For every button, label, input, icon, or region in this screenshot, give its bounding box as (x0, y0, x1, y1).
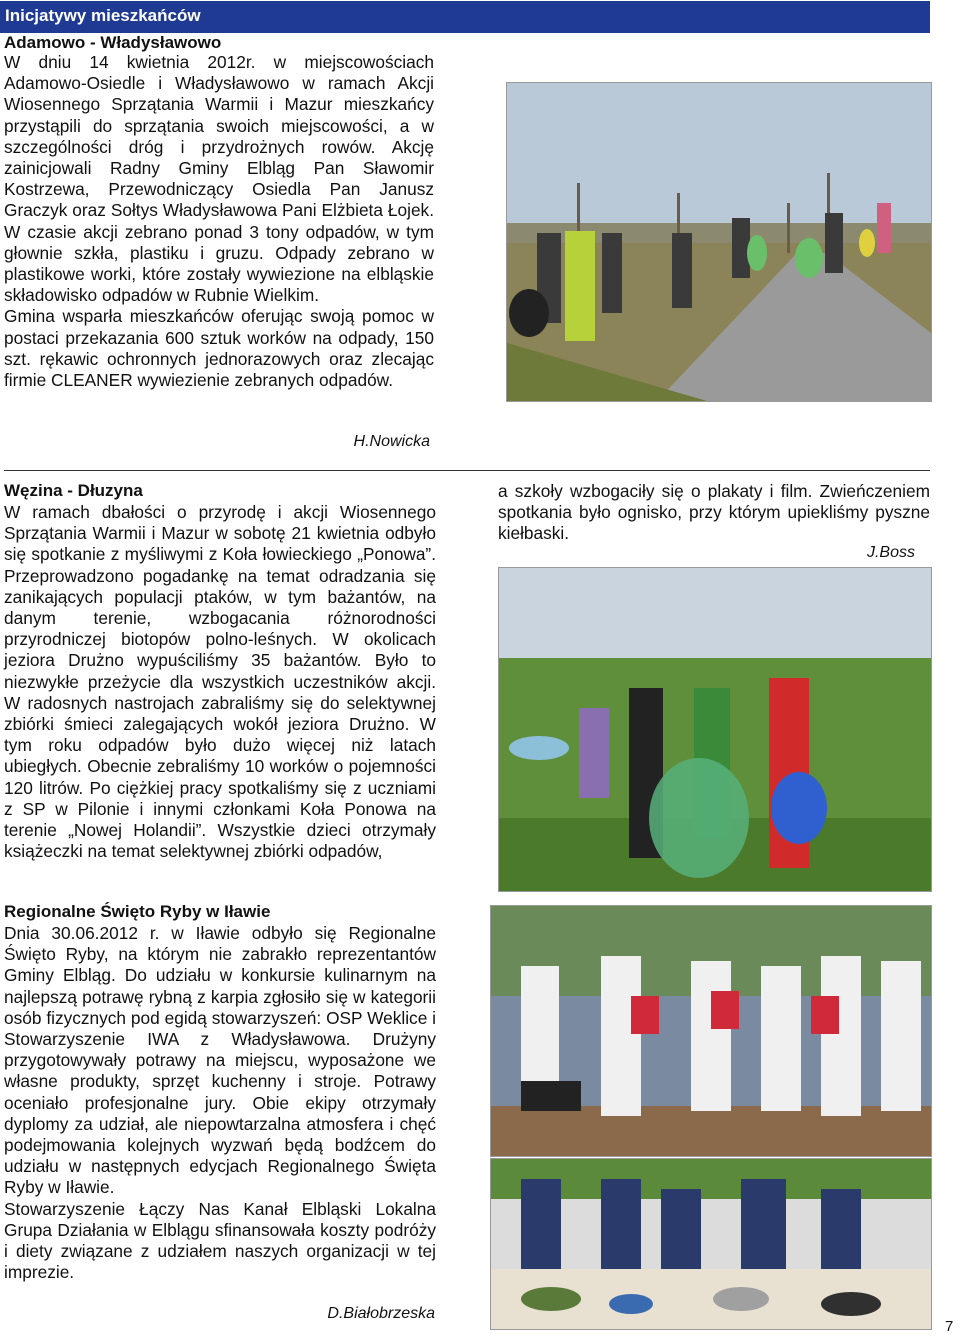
article2-body-continued (498, 481, 930, 545)
article3-author: D.Białobrzeska (327, 1305, 435, 1322)
article2-body (4, 502, 436, 862)
photo-group-with-bags (498, 567, 932, 892)
section-title: Inicjatywy mieszkańców (5, 6, 201, 25)
article2-title: Węzina - Dłuzyna (4, 481, 143, 500)
section-banner (0, 1, 930, 33)
photo-cooking-team (490, 1158, 932, 1330)
article1-paragraph-1: W dniu 14 kwietnia 2012r. w miejscowościach Adamowo-Osiedle i Władysławowo w ramach Akcji Wiosennego Sprzątania Warmii i Mazur mieszkańcy przystąpili do sprzątania swoich miejscowości, a w szczególności dróg i przydrożnych rowów. Akcję zainicjowali Radny Gminy Elbląg Pan Sławomir Kostrzewa, Przewodniczący Osiedla Pan Janusz Graczyk oraz Sołtys Władysławowa Pani Elżbieta Łojek. W czasie akcji zebrano ponad 3 tony odpadów, w tym głownie szkła, plastiku i gruzu. Odpady zebrano w plastikowe worki, które zostały wywiezione na elbląskie składowisko odpadów w Rubnie Wielkim. (4, 52, 434, 306)
article3-body (4, 923, 436, 1283)
page-number: 7 (945, 1318, 954, 1335)
article1-body (4, 52, 434, 391)
photo-award-group (490, 905, 932, 1157)
article3-paragraph-2: Stowarzyszenie Łączy Nas Kanał Elbląski Lokalna Grupa Działania w Elblągu sfinansowała koszty podróży i diety związane z udziałem naszych organizacji w tej imprezie. (4, 1198, 436, 1283)
article1-paragraph-2: Gmina wsparła mieszkańców oferując swoją pomoc w postaci przekazania 600 sztuk worków na odpady, 150 szt. rękawic ochronnych jednorazowych oraz zlecając firmie CLEANER wywiezienie zebranych odpadów. (4, 306, 434, 391)
article3-title: Regionalne Święto Ryby w Iławie (4, 902, 271, 921)
photo-road-cleanup (506, 82, 932, 402)
divider (4, 470, 930, 471)
article2-author: J.Boss (866, 544, 915, 561)
article1-author: H.Nowicka (353, 433, 430, 450)
article1-title: Adamowo - Władysławowo (4, 33, 222, 52)
article2-paragraph-1: W ramach dbałości o przyrodę i akcji Wiosennego Sprzątania Warmii i Mazur w sobotę 21 kwietnia odbyło się spotkanie z myśliwymi z Koła łowieckiego „Ponowa”. Przeprowadzono pogadankę na temat odradzania się zanikających populacji ptaków, w tym bażantów, na danym terenie, wzbogacania różnorodności przyrodniczej biotopów polno-leśnych. W okolicach jeziora Drużno wypuściliśmy 35 bażantów. Było to niezwykłe przeżycie dla wszystkich uczestników akcji. W radosnych nastrojach zabraliśmy się do selektywnej zbiórki śmieci zalegających wokół jeziora Drużno. W tym roku odpadów było dużo więcej niż latach ubiegłych. Obecnie zebraliśmy 10 worków o pojemności 120 litrów. Po ciężkiej pracy spotkaliśmy się z uczniami z SP w Pilonie i innymi członkami Koła Ponowa na terenie „Nowej Holandii”. Wszystkie dzieci otrzymały książeczki na temat selektywnej zbiórki odpadów, (4, 502, 436, 862)
article2-paragraph-1-continued: a szkoły wzbogaciły się o plakaty i film. Zwieńczeniem spotkania było ognisko, przy którym upiekliśmy pyszne kiełbaski. (498, 481, 930, 544)
article3-paragraph-1: Dnia 30.06.2012 r. w Iławie odbyło się Regionalne Święto Ryby, na którym nie zabrakło reprezentantów Gminy Elbląg. Do udziału w konkursie kulinarnym na najlepszą potrawę rybną z karpia zgłosiło się w kategorii osób fizycznych pod egidą stowarzyszeń: OSP Weklice i Stowarzyszenie IWA z Władysławowa. Drużyny przygotowywały potrawy na miejscu, wyposażone we własne produkty, sprzęt kuchenny i stroje. Potrawy oceniało profesjonalne jury. Obie ekipy otrzymały dyplomy za udział, ale niepowtarzalna atmosfera i chęć podejmowania kolejnych wyzwań będą bodźcem do udziału w następnych edycjach Regionalnego Święta Ryby w Iławie. (4, 923, 436, 1198)
